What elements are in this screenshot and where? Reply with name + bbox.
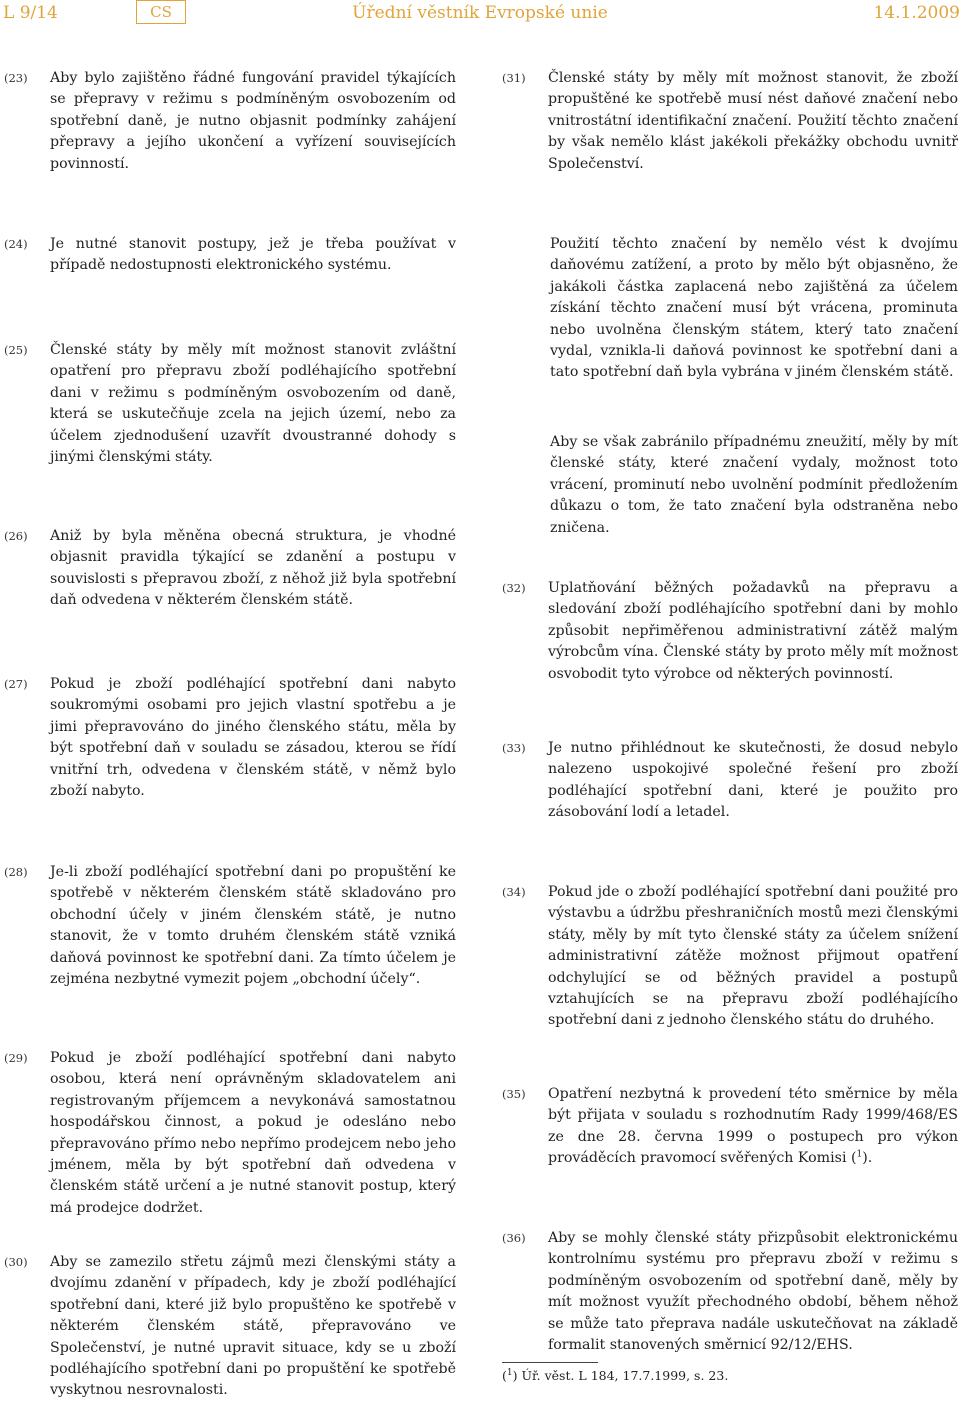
recital-23 [4,68,456,175]
recital-number: (31) [502,71,526,85]
recital-text: Aby bylo zajištěno řádné fungování pravidel týkajících se přepravy v režimu s podmíněným osvobozením od spotřební daně, je nutno objasnit podmínky zahájení přepravy a jejího ukončení a vyřízení souvisejících povinností. [50,70,456,172]
recital-number: (32) [502,581,526,595]
recital-31-continuation: Použití těchto značení by nemělo vést k dvojímu daňovému zatížení, a proto by mělo být objasněno, že jakákoli částka zaplacená nebo zajištěná za účelem získání těchto značení musí být vrácena, prominuta nebo uvolněna členským státem, který tato značení vydal, vznikla-li daňová povinnost ke spotřební dani a tato spotřební daň byla vybrána v jiném členském státě. [550,236,958,381]
footnote-close: ) [512,1368,518,1383]
page-number: L 9/14 [3,3,58,23]
recital-text: Je-li zboží podléhající spotřební dani po propuštění ke spotřebě v některém členském státě skladováno pro obchodní účely v jiném členském státě, je nutno stanovit, že v tomto druhém členském státě vzniká daňová povinnost ke spotřební dani. Za tímto účelem je zejména nezbytné vymezit pojem „obchodní účely“. [50,864,456,988]
recital-26 [4,526,456,612]
recital-30 [4,1252,456,1402]
journal-title: Úřední věstník Evropské unie [352,3,608,23]
recital-text: Členské státy by měly mít možnost stanovit zvláštní opatření pro přepravu zboží podléhajícího spotřební dani v režimu s podmíněným osvobozením od daně, která se uskutečňuje zcela na jejich území, nebo za účelem zjednodušení uzavřít dvoustranné dohody s jinými členskými státy. [50,342,456,466]
footnote-open: ( [502,1368,507,1383]
recital-text: Aniž by byla měněna obecná struktura, je vhodné objasnit pravidla týkající se zdanění a postupu v souvislosti s přepravou zboží, z něhož již byla spotřební daň odvedena v některém členském státě. [50,528,456,609]
recital-number: (24) [4,237,28,251]
recital-text: Pokud jde o zboží podléhající spotřební dani použité pro výstavbu a údržbu přeshraničních mostů mezi členskými státy, měly by mít tyto členské státy za účelem snížení administrativní zátěže možnost přijmout opatření odchylující se od běžných pravidel a postupů vztahujících se na přepravu zboží podléhajícího spotřební dani z jednoho členského státu do druhého. [548,884,958,1029]
recital-31 [502,68,958,175]
recital-27 [4,674,456,802]
footnote-separator [502,1362,598,1363]
recital-text: Pokud je zboží podléhající spotřební dani nabyto soukromými osobami pro jejich vlastní spotřebu a je jimi přepravováno do jiného členského státu, měla by být spotřební daň v souladu se zásadou, kterou se řídí vnitřní trh, odvedena v členském státě, v němž bylo zboží nabyto. [50,676,456,800]
recital-number: (33) [502,741,526,755]
recital-text-tail: ). [862,1150,873,1167]
footnote [502,1367,728,1385]
recital-number: (29) [4,1051,28,1065]
recital-number: (36) [502,1231,526,1245]
recital-number: (23) [4,71,28,85]
recital-28 [4,862,456,990]
recital-31-continuation-2: Aby se však zabránilo případnému zneužití, měly by mít členské státy, které značení vydaly, možnost toto vrácení, prominutí nebo uvolnění podmínit předložením důkazu o tom, že tato značení byla odstraněna nebo zničena. [550,434,958,536]
recital-text-body: Opatření nezbytná k provedení této směrnice by měla být přijata v souladu s rozhodnutím Rady 1999/468/ES ze dne 28. června 1999 o postupech pro výkon prováděcích pravomocí svěřených Komisi ( [548,1086,958,1167]
recital-25 [4,340,456,468]
recital-24 [4,234,456,277]
recital-text: Pokud je zboží podléhající spotřební dani nabyto osobou, která není oprávněným skladovatelem ani registrovaným příjemcem a nevykonává samostatnou hospodářskou činnost, a pokud je odesláno nebo přepravováno přímo nebo nepřímo prodejcem nebo jeho jménem, měla by být spotřební daň odvedena v členském státě určení a je nutné stanovit postup, který má prodejce dodržet. [50,1050,456,1216]
recital-number: (30) [4,1255,28,1269]
page-header [0,0,960,32]
recital-text: Je nutné stanovit postupy, jež je třeba používat v případě nedostupnosti elektronického systému. [50,236,456,274]
recital-text: Aby se mohly členské státy přizpůsobit elektronickému kontrolnímu systému pro přepravu zboží v režimu s podmíněným osvobozením od spotřební daně, měly by mít možnost využít přechodného období, během něhož se může tato přeprava nadále uskutečňovat na základě formalit stanovených směrnicí 92/12/EHS. [548,1230,958,1354]
recital-33 [502,738,958,824]
language-badge: CS [136,0,186,24]
recital-text: Uplatňování běžných požadavků na přepravu a sledování zboží podléhajícího spotřební dani by mohlo způsobit nepřiměřenou administrativní zátěž malým výrobcům vína. Členské státy by proto měly mít možnost osvobodit tyto výrobce od některých povinností. [548,580,958,682]
recital-36 [502,1228,958,1356]
recital-number: (25) [4,343,28,357]
recital-number: (26) [4,529,28,543]
recital-text: Aby se zamezilo střetu zájmů mezi členskými státy a dvojímu zdanění v případech, kdy je zboží podléhající spotřební dani, které již bylo propuštěno ke spotřebě v některém členském státě, přepravováno ve Společenství, je nutné upravit situace, kdy se u zboží podléhajícího spotřební dani po propuštění ke spotřebě vyskytnou nesrovnalosti. [50,1254,456,1399]
recital-number: (35) [502,1087,526,1101]
recital-number: (27) [4,677,28,691]
footnote-text: Úř. věst. L 184, 17.7.1999, s. 23. [517,1368,729,1383]
recital-35 [502,1084,958,1170]
recital-text: Je nutno přihlédnout ke skutečnosti, že dosud nebylo nalezeno uspokojivé společné řešení pro zboží podléhající spotřební dani, které je použito pro zásobování lodí a letadel. [548,740,958,821]
recital-number: (28) [4,865,28,879]
recital-29 [4,1048,456,1219]
recital-32 [502,578,958,685]
publication-date: 14.1.2009 [873,3,960,23]
recital-number: (34) [502,885,526,899]
recital-text [548,1084,958,1170]
footnote-number: 1 [506,1367,513,1378]
recital-text: Členské státy by měly mít možnost stanovit, že zboží propuštěné ke spotřebě musí nést daňové značení nebo vnitrostátní identifikační značení. Použití těchto značení by však nemělo klást jakékoli překážky obchodu uvnitř Společenství. [548,70,958,172]
footnote-reference: 1 [856,1149,863,1160]
recital-34 [502,882,958,1032]
